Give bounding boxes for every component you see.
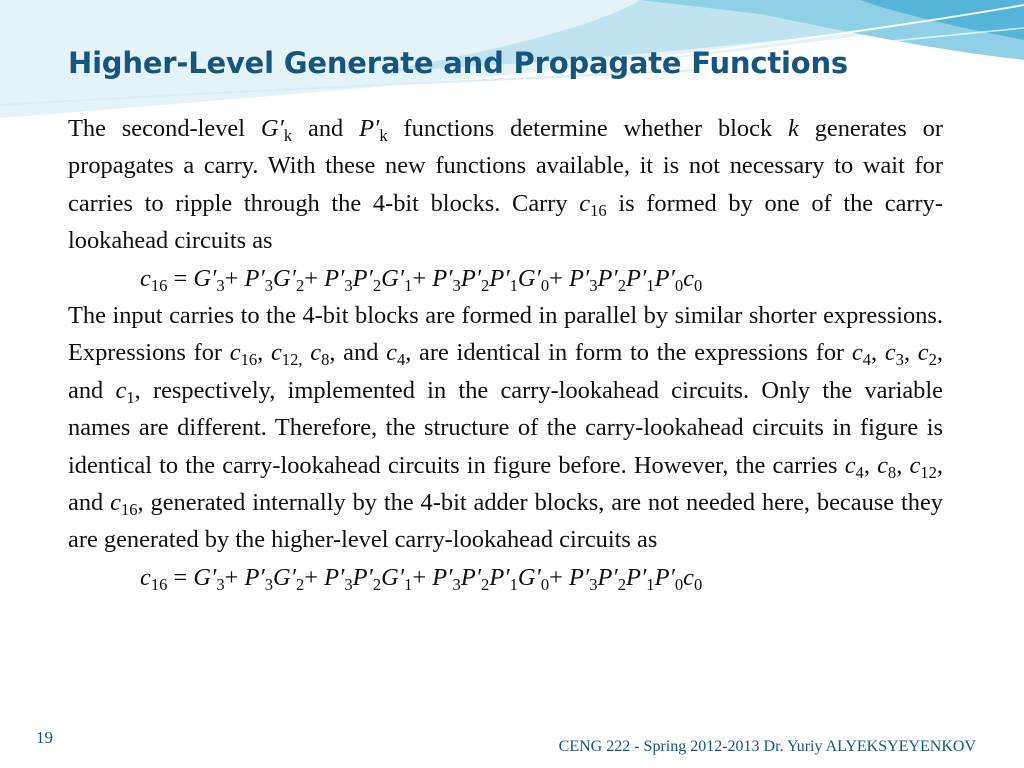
math-variable: $G'_2$ (273, 563, 305, 594)
math-variable: $c_8$ (310, 339, 330, 370)
equation-c16-second: $c_{16} = G'_3+ P'_3G'_2+ P'_3P'_2G'_1+ P'_3P'_2P'_1G'_0+ P'_3P'_2P'_1P'_0c_0$ (140, 563, 703, 594)
math-variable: $c_{16}$ (140, 563, 168, 594)
math-variable: $c_4$ (851, 339, 872, 370)
slide-title: Higher-Level Generate and Propagate Functions (68, 46, 848, 80)
math-variable: $c_{12,}$ (270, 339, 303, 370)
math-variable: $c_2$ (917, 339, 937, 370)
math-variable: $c_{16}$ (140, 264, 168, 295)
math-variable: $c_8$ (877, 451, 897, 482)
math-variable: $c_0$ (683, 264, 703, 295)
math-variable: $P'_k$ (359, 115, 388, 145)
math-variable: $P'_3$ (568, 264, 598, 295)
math-variable: $P'_3$ (432, 563, 461, 594)
slide-body (68, 110, 943, 596)
math-variable: $c_{16}$ (579, 189, 607, 220)
math-variable: $G'_0$ (517, 563, 550, 594)
math-variable: $G'_1$ (381, 563, 413, 594)
math-variable: $P'_2$ (597, 563, 627, 594)
math-variable: $P'_0$ (654, 563, 684, 594)
math-variable: $c_0$ (683, 563, 703, 594)
math-variable: $c_3$ (884, 339, 904, 370)
math-variable: $P'_2$ (352, 264, 382, 295)
math-variable: $P'_3$ (324, 264, 353, 295)
math-variable: $G'_1$ (381, 264, 413, 295)
paragraph-input-carries: The input carries to the 4-bit blocks are formed in parallel by similar shorter expressions. Expressions for $c_{16}$, $c_{12,}$ $c_8$, and $c_4$, are identical in form to the expressions for $c_4$, $c_3$, $c_2$, and $c_1$, respectively, implemented in the carry-lookahead circuits. Only the variable names are different. Therefore, the structure of the carry-lookahead circuits in figure is identical to the carry-lookahead circuits in figure before. However, the carries $c_4$, $c_8$, $c_{12}$, and $c_{16}$, generated internally by the 4-bit adder blocks, are not needed here, because they are generated by the higher-level carry-lookahead circuits as (68, 302, 944, 554)
math-variable: $P'_0$ (654, 264, 684, 295)
math-variable: $G'_k$ (260, 115, 293, 145)
math-variable: $c_4$ (386, 339, 406, 370)
math-variable: $c_4$ (844, 451, 864, 482)
math-variable: $c_1$ (115, 376, 135, 407)
math-variable: k (788, 115, 799, 142)
paragraph-intro: The second-level $G'_k$ and $P'_k$ functions determine whether block k generates or propagates a carry. With these new functions available, it is not necessary to wait for carries to ripple through the 4-bit blocks. Carry $c_{16}$ is formed by one of the carry-lookahead circuits as (68, 115, 943, 255)
math-variable: $c_{16}$ (110, 489, 138, 520)
math-variable: $G'_0$ (517, 264, 550, 295)
math-variable: $P'_1$ (489, 264, 518, 295)
math-variable: $P'_1$ (626, 264, 655, 295)
math-variable: $G'_2$ (273, 264, 305, 295)
math-variable: $P'_3$ (432, 264, 461, 295)
math-variable: $c_{12}$ (909, 451, 937, 482)
math-variable: $P'_2$ (460, 264, 490, 295)
math-variable: $P'_3$ (244, 264, 273, 295)
math-variable: $G'_3$ (193, 264, 225, 295)
math-variable: $P'_3$ (324, 563, 353, 594)
slide-number: 19 (36, 728, 53, 747)
math-variable: $G'_3$ (193, 563, 225, 594)
math-variable: $P'_3$ (244, 563, 273, 594)
footer-text: CENG 222 - Spring 2012-2013 Dr. Yuriy ALYEKSYEYENKOV (558, 738, 976, 755)
math-variable: $P'_3$ (568, 563, 598, 594)
equation-c16-first: $c_{16} = G'_3+ P'_3G'_2+ P'_3P'_2G'_1+ P'_3P'_2P'_1G'_0+ P'_3P'_2P'_1P'_0c_0$ (140, 264, 703, 295)
math-variable: $P'_2$ (352, 563, 382, 594)
math-variable: $P'_2$ (597, 264, 627, 295)
math-variable: $P'_1$ (626, 563, 655, 594)
math-variable: $P'_2$ (460, 563, 490, 594)
math-variable: $P'_1$ (489, 563, 518, 594)
math-variable: $c_{16}$ (229, 339, 258, 370)
